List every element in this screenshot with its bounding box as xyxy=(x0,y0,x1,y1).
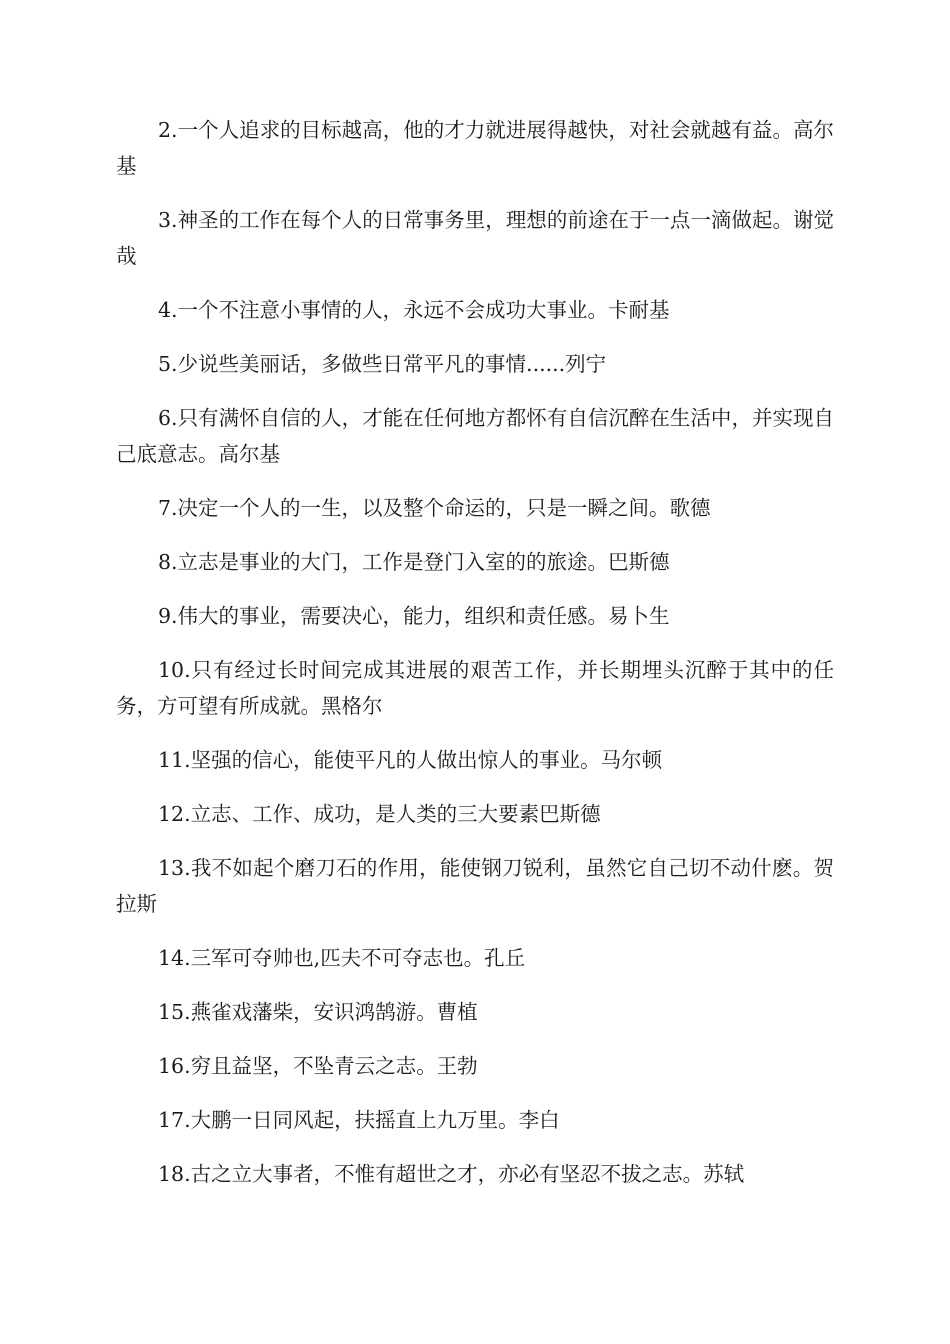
quote-item-10: 10.只有经过长时间完成其进展的艰苦工作，并长期埋头沉醉于其中的任务，方可望有所成就。黑格尔 xyxy=(116,658,834,718)
quote-list xyxy=(116,112,834,1210)
quote-item-7: 7.决定一个人的一生，以及整个命运的，只是一瞬之间。歌德 xyxy=(158,496,711,520)
quote-item-13: 13.我不如起个磨刀石的作用，能使钢刀锐利，虽然它自己切不动什麽。贺拉斯 xyxy=(116,856,834,916)
quote-item-14: 14.三军可夺帅也,匹夫不可夺志也。孔丘 xyxy=(158,946,526,970)
quote-item-18: 18.古之立大事者，不惟有超世之才，亦必有坚忍不拔之志。苏轼 xyxy=(158,1162,745,1186)
quote-item-17: 17.大鹏一日同风起，扶摇直上九万里。李白 xyxy=(158,1108,560,1132)
quote-item-16: 16.穷且益坚，不坠青云之志。王勃 xyxy=(158,1054,478,1078)
quote-item-11: 11.坚强的信心，能使平凡的人做出惊人的事业。马尔顿 xyxy=(158,748,663,772)
quote-item-9: 9.伟大的事业，需要决心，能力，组织和责任感。易卜生 xyxy=(158,604,670,628)
quote-item-2: 2.一个人追求的目标越高，他的才力就进展得越快，对社会就越有益。高尔基 xyxy=(116,118,834,178)
quote-item-5: 5.少说些美丽话，多做些日常平凡的事情......列宁 xyxy=(158,352,607,376)
quote-item-15: 15.燕雀戏藩柴，安识鸿鹄游。曹植 xyxy=(158,1000,478,1024)
quote-item-8: 8.立志是事业的大门，工作是登门入室的的旅途。巴斯德 xyxy=(158,550,670,574)
quote-item-3: 3.神圣的工作在每个人的日常事务里，理想的前途在于一点一滴做起。谢觉哉 xyxy=(116,208,834,268)
quote-item-4: 4.一个不注意小事情的人，永远不会成功大事业。卡耐基 xyxy=(158,298,670,322)
quote-item-12: 12.立志、工作、成功，是人类的三大要素巴斯德 xyxy=(158,802,601,826)
quote-item-6: 6.只有满怀自信的人，才能在任何地方都怀有自信沉醉在生活中，并实现自己底意志。高尔基 xyxy=(116,406,834,466)
